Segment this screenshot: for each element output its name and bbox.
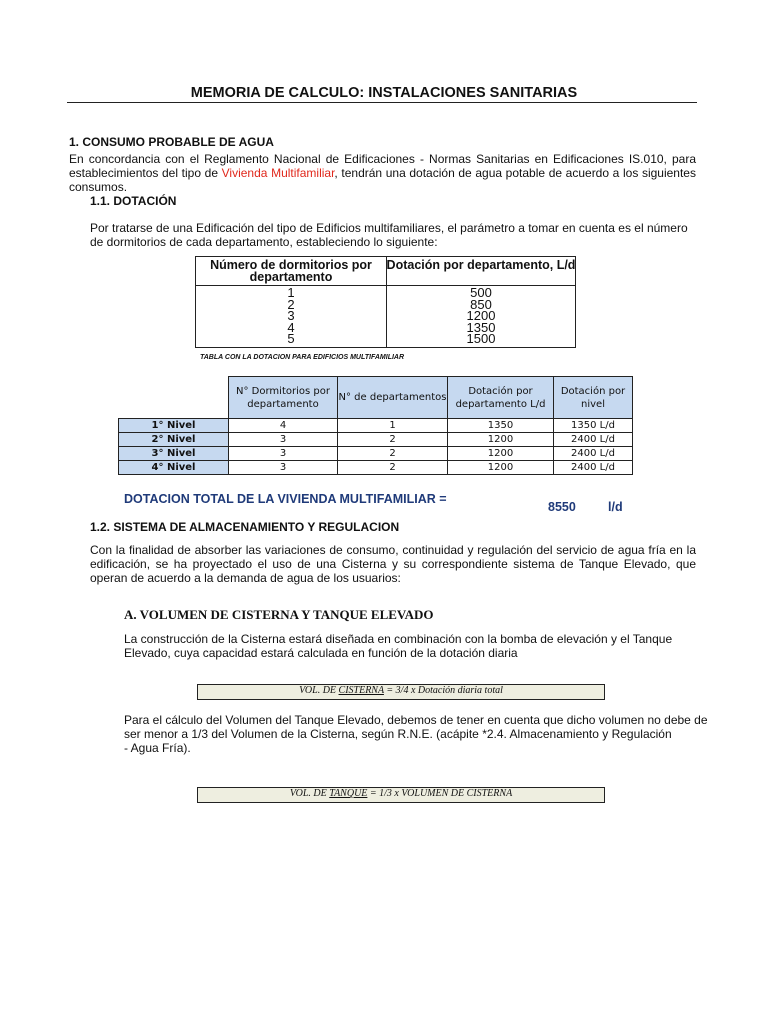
cell-dotacion-nivel: 1350 L/d — [553, 418, 633, 433]
paragraph-tanque — [124, 713, 714, 755]
section-heading-almacenamiento: 1.2. SISTEMA DE ALMACENAMIENTO Y REGULACION — [90, 520, 400, 534]
row-label-nivel: 1° Nivel — [118, 418, 229, 433]
cell-dormitorios: 5 — [287, 331, 295, 346]
row-label-nivel: 3° Nivel — [118, 446, 229, 461]
cell-dormitorios: 3 — [228, 460, 338, 475]
header-num-departamentos: N° de departamentos — [337, 376, 448, 419]
cell-dotacion-depto: 1200 — [447, 446, 554, 461]
total-unit: l/d — [608, 500, 623, 514]
total-label: DOTACION TOTAL DE LA VIVIENDA MULTIFAMILIAR = — [124, 492, 447, 506]
paragraph-concordancia — [69, 152, 696, 194]
formula-tanque — [197, 787, 605, 803]
cell-dotacion-depto: 1200 — [447, 432, 554, 447]
cell-dotacion-depto: 1200 — [447, 460, 554, 475]
table-caption: TABLA CON LA DOTACION PARA EDIFICIOS MULTIFAMILIAR — [200, 354, 405, 361]
cell-dormitorios: 2 — [287, 296, 295, 312]
cell-departamentos: 2 — [337, 432, 448, 447]
section-heading-consumo: 1. CONSUMO PROBABLE DE AGUA — [69, 135, 274, 149]
cell-dotacion-nivel: 2400 L/d — [553, 446, 633, 461]
document-title: MEMORIA DE CALCULO: INSTALACIONES SANITARIAS — [190, 85, 578, 101]
cell-dotacion: 1200 — [466, 308, 496, 323]
row-label-nivel: 2° Nivel — [118, 432, 229, 447]
section-heading-volumen: A. VOLUMEN DE CISTERNA Y TANQUE ELEVADO — [124, 607, 434, 622]
paragraph-text: , tendrán una dotación de agua potable de acuerdo a los siguientes consumos. — [69, 166, 696, 194]
formula-text-underlined: TANQUE — [329, 788, 368, 799]
paragraph-dotacion: Por tratarse de una Edificación del tipo de Edificios multifamiliares, el parámetro a tomar en cuenta es el número de dormitorios de cada departamento, estableciendo lo siguiente: — [90, 221, 688, 249]
formula-text: = 1/3 x VOLUMEN DE CISTERNA — [367, 788, 513, 799]
title-underline — [67, 102, 697, 103]
cell-departamentos: 1 — [337, 418, 448, 433]
formula-text-underlined: CISTERNA — [338, 685, 384, 696]
formula-cisterna — [197, 684, 605, 700]
column-dotacion — [386, 287, 576, 345]
cell-dormitorios: 1 — [287, 285, 295, 300]
total-value: 8550 — [548, 500, 576, 514]
header-dotacion-depto: Dotación por departamento L/d — [447, 376, 554, 419]
cell-dormitorios: 4 — [228, 418, 338, 433]
paragraph-text: - Agua Fría). — [124, 741, 191, 755]
paragraph-text: Para el cálculo del Volumen del Tanque Elevado, debemos de tener en cuenta que dicho volumen no debe de ser menor a 1/3 del Volumen de la Cisterna, según R.N.E. (acápite *2.4. Almacenamiento y Regulación — [124, 713, 708, 741]
paragraph-text: En concordancia con el Reglamento Nacional de Edificaciones - Normas Sanitarias en Edificaciones IS.010, para establecimientos del tipo de — [69, 152, 696, 180]
formula-text: VOL. DE — [299, 685, 339, 696]
cell-departamentos: 2 — [337, 446, 448, 461]
formula-text: = 3/4 x Dotación diaria total — [383, 685, 503, 696]
cell-dormitorios: 4 — [287, 319, 295, 335]
header-dotacion: Dotación por departamento, L/d — [386, 258, 576, 272]
paragraph-cisterna: La construcción de la Cisterna estará diseñada en combinación con la bomba de elevación y el Tanque Elevado, cuya capacidad estará calculada en función de la dotación diaria — [124, 632, 673, 660]
highlight-vivienda: Vivienda Multifamiliar — [221, 166, 335, 180]
row-label-nivel: 4° Nivel — [118, 460, 229, 475]
section-heading-dotacion: 1.1. DOTACIÓN — [90, 194, 177, 208]
cell-dormitorios: 3 — [287, 308, 295, 323]
cell-dotacion: 850 — [470, 296, 492, 312]
cell-dotacion-depto: 1350 — [447, 418, 554, 433]
cell-departamentos: 2 — [337, 460, 448, 475]
header-dotacion-nivel: Dotación por nivel — [553, 376, 633, 419]
cell-dotacion: 1350 — [466, 319, 496, 335]
formula-text: VOL. DE — [289, 788, 330, 799]
cell-dotacion: 500 — [470, 285, 492, 300]
cell-dormitorios: 3 — [228, 446, 338, 461]
header-dormitorios-por-depto: N° Dormitorios por departamento — [228, 376, 338, 419]
header-dormitorios: Número de dormitorios por departamento — [210, 258, 372, 284]
cell-dotacion: 1500 — [466, 331, 496, 346]
paragraph-almacenamiento: Con la finalidad de absorber las variaciones de consumo, continuidad y regulación del servicio de agua fría en la edificación, se ha proyectado el uso de una Cisterna y su correspondiente sistema de Tanque Elevado, que operan de acuerdo a la demanda de agua de los usuarios: — [90, 543, 696, 585]
dotacion-table — [195, 256, 576, 348]
column-dormitorios — [196, 287, 386, 345]
cell-dotacion-nivel: 2400 L/d — [553, 460, 633, 475]
cell-dormitorios: 3 — [228, 432, 338, 447]
cell-dotacion-nivel: 2400 L/d — [553, 432, 633, 447]
